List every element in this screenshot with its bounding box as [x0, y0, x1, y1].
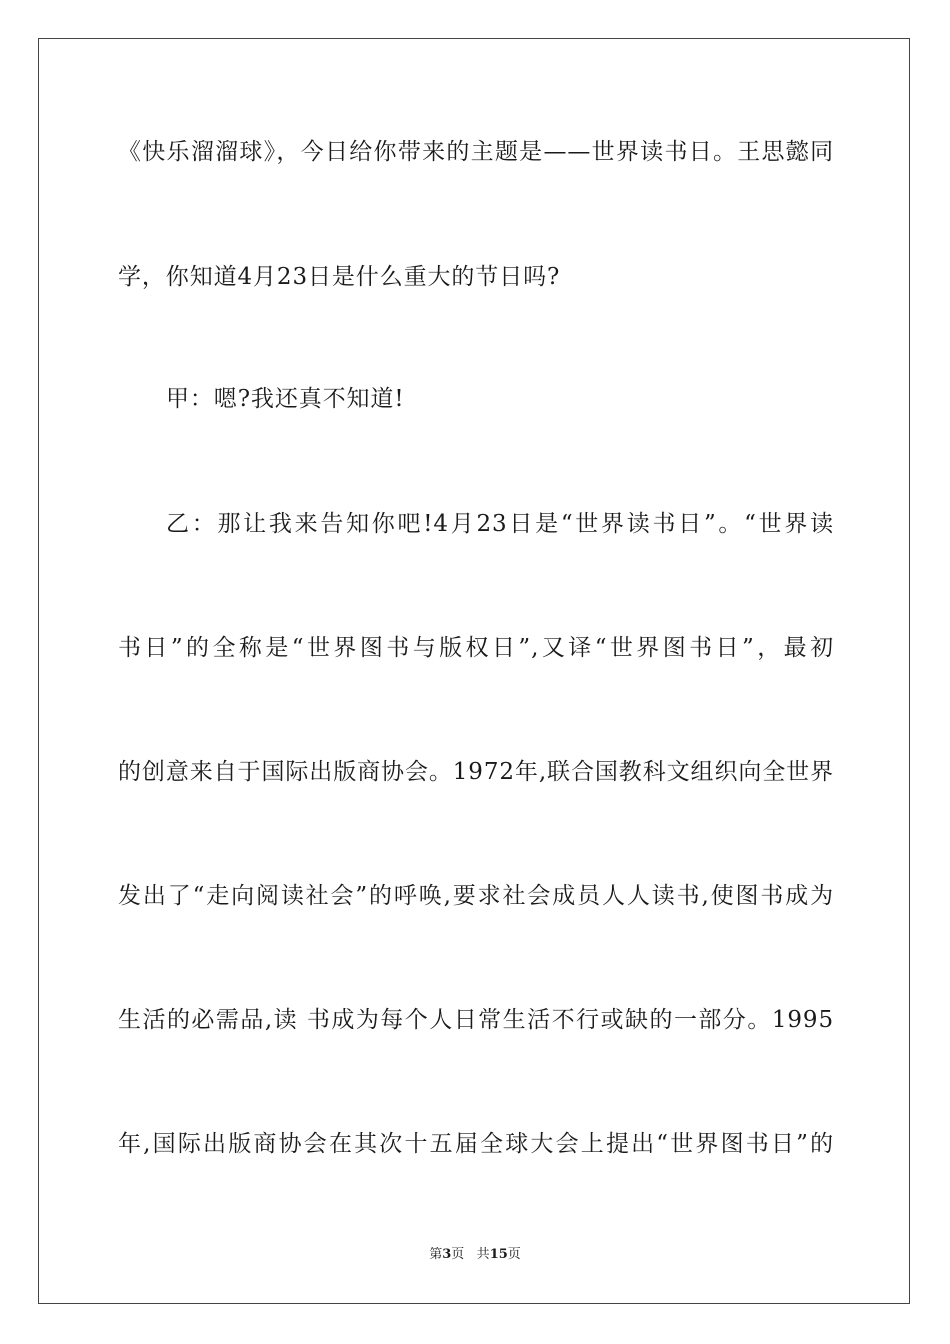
footer-page-prefix: 第: [429, 1247, 443, 1262]
footer-total-number: 15: [489, 1247, 508, 1262]
page-border: [38, 38, 910, 1304]
footer-total-prefix: 共: [476, 1247, 490, 1262]
body-line-7: 发出了“走向阅读社会”的呼唤,要求社会成员人人读书,使图书成为: [118, 883, 834, 909]
footer-page-suffix: 页: [451, 1247, 465, 1262]
body-line-6: 的创意来自于国际出版商协会。1972年,联合国教科文组织向全世界: [118, 759, 834, 785]
footer-page-number: 3: [442, 1247, 452, 1262]
body-line-1: 《快乐溜溜球》，今日给你带来的主题是——世界读书日。王思懿同: [118, 139, 834, 165]
body-line-4: 乙：那让我来告知你吧!4月23日是“世界读书日”。“世界读: [166, 511, 834, 537]
footer-total-suffix: 页: [507, 1247, 521, 1262]
body-line-2: 学，你知道4月23日是什么重大的节日吗?: [118, 264, 561, 290]
body-line-3: 甲：嗯?我还真不知道!: [166, 386, 405, 412]
body-line-9: 年,国际出版商协会在其次十五届全球大会上提出“世界图书日”的: [118, 1131, 834, 1157]
page-footer: [0, 1246, 950, 1264]
body-line-8: 生活的必需品,读 书成为每个人日常生活不行或缺的一部分。1995: [118, 1007, 834, 1033]
body-line-5: 书日”的全称是“世界图书与版权日”,又译“世界图书日”，最初: [118, 635, 834, 661]
